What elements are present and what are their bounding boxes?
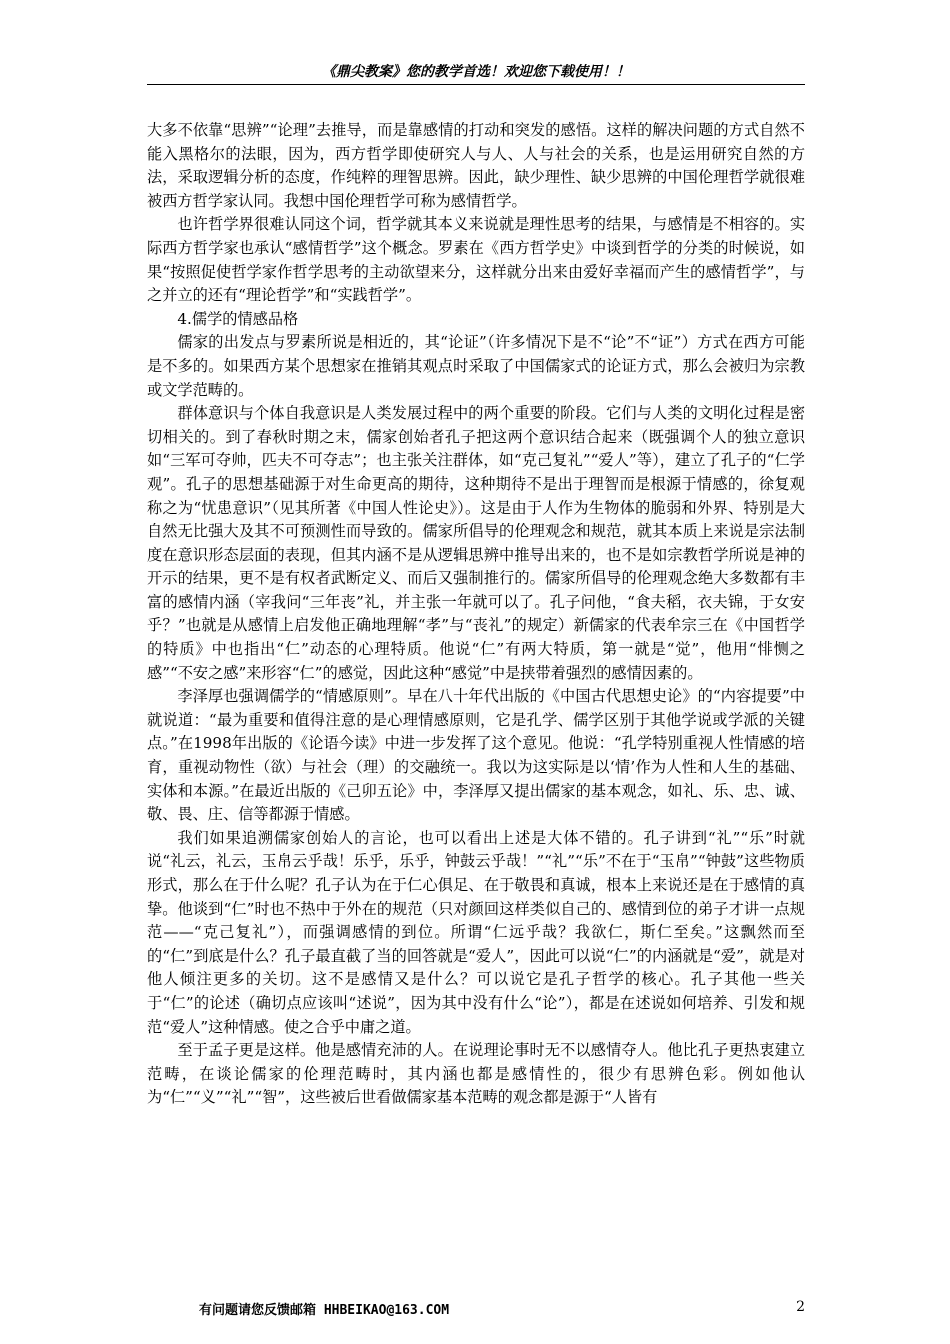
paragraph: 也许哲学界很难认同这个词，哲学就其本义来说就是理性思考的结果，与感情是不相容的。实际西方哲学家也承认“感情哲学”这个概念。罗素在《西方哲学史》中谈到哲学的分类的时候说，如果“按照促使哲学家作哲学思考的主动欲望来分，这样就分出来由爱好幸福而产生的感情哲学”，与之并立的还有“理论哲学”和“实践哲学”。 (147, 215, 805, 305)
paragraph: 大多不依靠“思辨”“论理”去推导，而是靠感情的打动和突发的感悟。这样的解决问题的方式自然不能入黑格尔的法眼，因为，西方哲学即使研究人与人、人与社会的关系，也是运用研究自然的方法，采取逻辑分析的态度，作纯粹的理智思辨。因此，缺少理性、缺少思辨的中国伦理哲学就很难被西方哲学家认同。我想中国伦理哲学可称为感情哲学。 (147, 121, 805, 210)
page-header: 《鼎尖教案》您的教学首选！欢迎您下载使用！！ (322, 64, 630, 80)
header-divider (147, 84, 805, 85)
paragraph: 我们如果追溯儒家创始人的言论，也可以看出上述是大体不错的。孔子讲到“礼”“乐”时就说“礼云，礼云，玉帛云乎哉！乐乎，乐乎，钟鼓云乎哉！”“礼”“乐”不在于“玉帛”“钟鼓”这些物质形式，那么在于什么呢？孔子认为在于仁心俱足、在于敬畏和真诚，根本上来说还是在于感情的真挚。他谈到“仁”时也不热中于外在的规范（只对颜回这样类似自己的、感情到位的弟子才讲一点规范——“克己复礼”），而强调感情的到位。所谓“仁远乎哉？我欲仁，斯仁至矣。”这飘然而至的“仁”到底是什么？孔子最直截了当的回答就是“爱人”，因此可以说“仁”的内涵就是“爱”，就是对他人倾注更多的关切。这不是感情又是什么？可以说它是孔子哲学的核心。孔子其他一些关于“仁”的论述（确切点应该叫“述说”，因为其中没有什么“论”），都是在述说如何培养、引发和规范“爱人”这种情感。使之合乎中庸之道。 (147, 828, 805, 1036)
paragraph: 儒家的出发点与罗素所说是相近的，其“论证”（许多情况下是不“论”不“证”）方式在西方可能是不多的。如果西方某个思想家在推销其观点时采取了中国儒家式的论证方式，那么会被归为宗教或文学范畴的。 (147, 333, 805, 399)
footer-contact: 有问题请您反馈邮箱 HHBEIKAO@163.COM (199, 1303, 450, 1318)
body-text (147, 119, 805, 1110)
paragraph: 李泽厚也强调儒学的“情感原则”。早在八十年代出版的《中国古代思想史论》的“内容提要”中就说道：“最为重要和值得注意的是心理情感原则，它是孔学、儒学区别于其他学说或学派的关键点。”在1998年出版的《论语今读》中进一步发挥了这个意见。他说：“孔学特别重视人性情感的培育，重视动物性（欲）与社会（理）的交融统一。我以为这实际是以‘情’作为人性和人生的基础、实体和本源。”在最近出版的《己卯五论》中，李泽厚又提出儒家的基本观念，如礼、乐、忠、诚、敬、畏、庄、信等都源于情感。 (147, 687, 805, 824)
paragraph: 至于孟子更是这样。他是感情充沛的人。在说理论事时无不以感情夺人。他比孔子更热衷建立范畴，在谈论儒家的伦理范畴时，其内涵也都是感情性的，很少有思辨色彩。例如他认为“仁”“义”“礼”“智”，这些被后世看做儒家基本范畴的观念都是源于“人皆有 (147, 1041, 805, 1107)
paragraph: 群体意识与个体自我意识是人类发展过程中的两个重要的阶段。它们与人类的文明化过程是密切相关的。到了春秋时期之末，儒家创始者孔子把这两个意识结合起来（既强调个人的独立意识如“三军可夺帅，匹夫不可夺志”；也主张关注群体，如“克己复礼”“爱人”等），建立了孔子的“仁学观”。孔子的思想基础源于对生命更高的期待，这种期待不是出于理智而是根源于情感的，徐复观称之为“忧患意识”（见其所著《中国人性论史》）。这是由于人作为生物体的脆弱和外界、特别是大自然无比强大及其不可预测性而导致的。儒家所倡导的伦理观念和规范，就其本质上来说是宗法制度在意识形态层面的表现，但其内涵不是从逻辑思辨中推导出来的，也不是如宗教哲学所说是神的开示的结果，更不是有权者武断定义、而后又强制推行的。儒家所倡导的伦理观念绝大多数都有丰富的感情内涵（宰我问“三年丧”礼，并主张一年就可以了。孔子问他，“食夫稻，衣夫锦，于女安乎？”也就是从感情上启发他正确地理解“孝”与“丧礼”的规定）新儒家的代表牟宗三在《中国哲学的特质》中也指出“仁”动态的心理特质。他说“仁”有两大特质，第一就是“觉”，他用“悱恻之感”“不安之感”来形容“仁”的感觉，因此这种“感觉”中是挟带着强烈的感情因素的。 (147, 404, 805, 682)
page-footer (147, 1299, 805, 1317)
section-heading: 4.儒学的情感品格 (177, 309, 299, 328)
page-number: 2 (796, 1299, 805, 1315)
